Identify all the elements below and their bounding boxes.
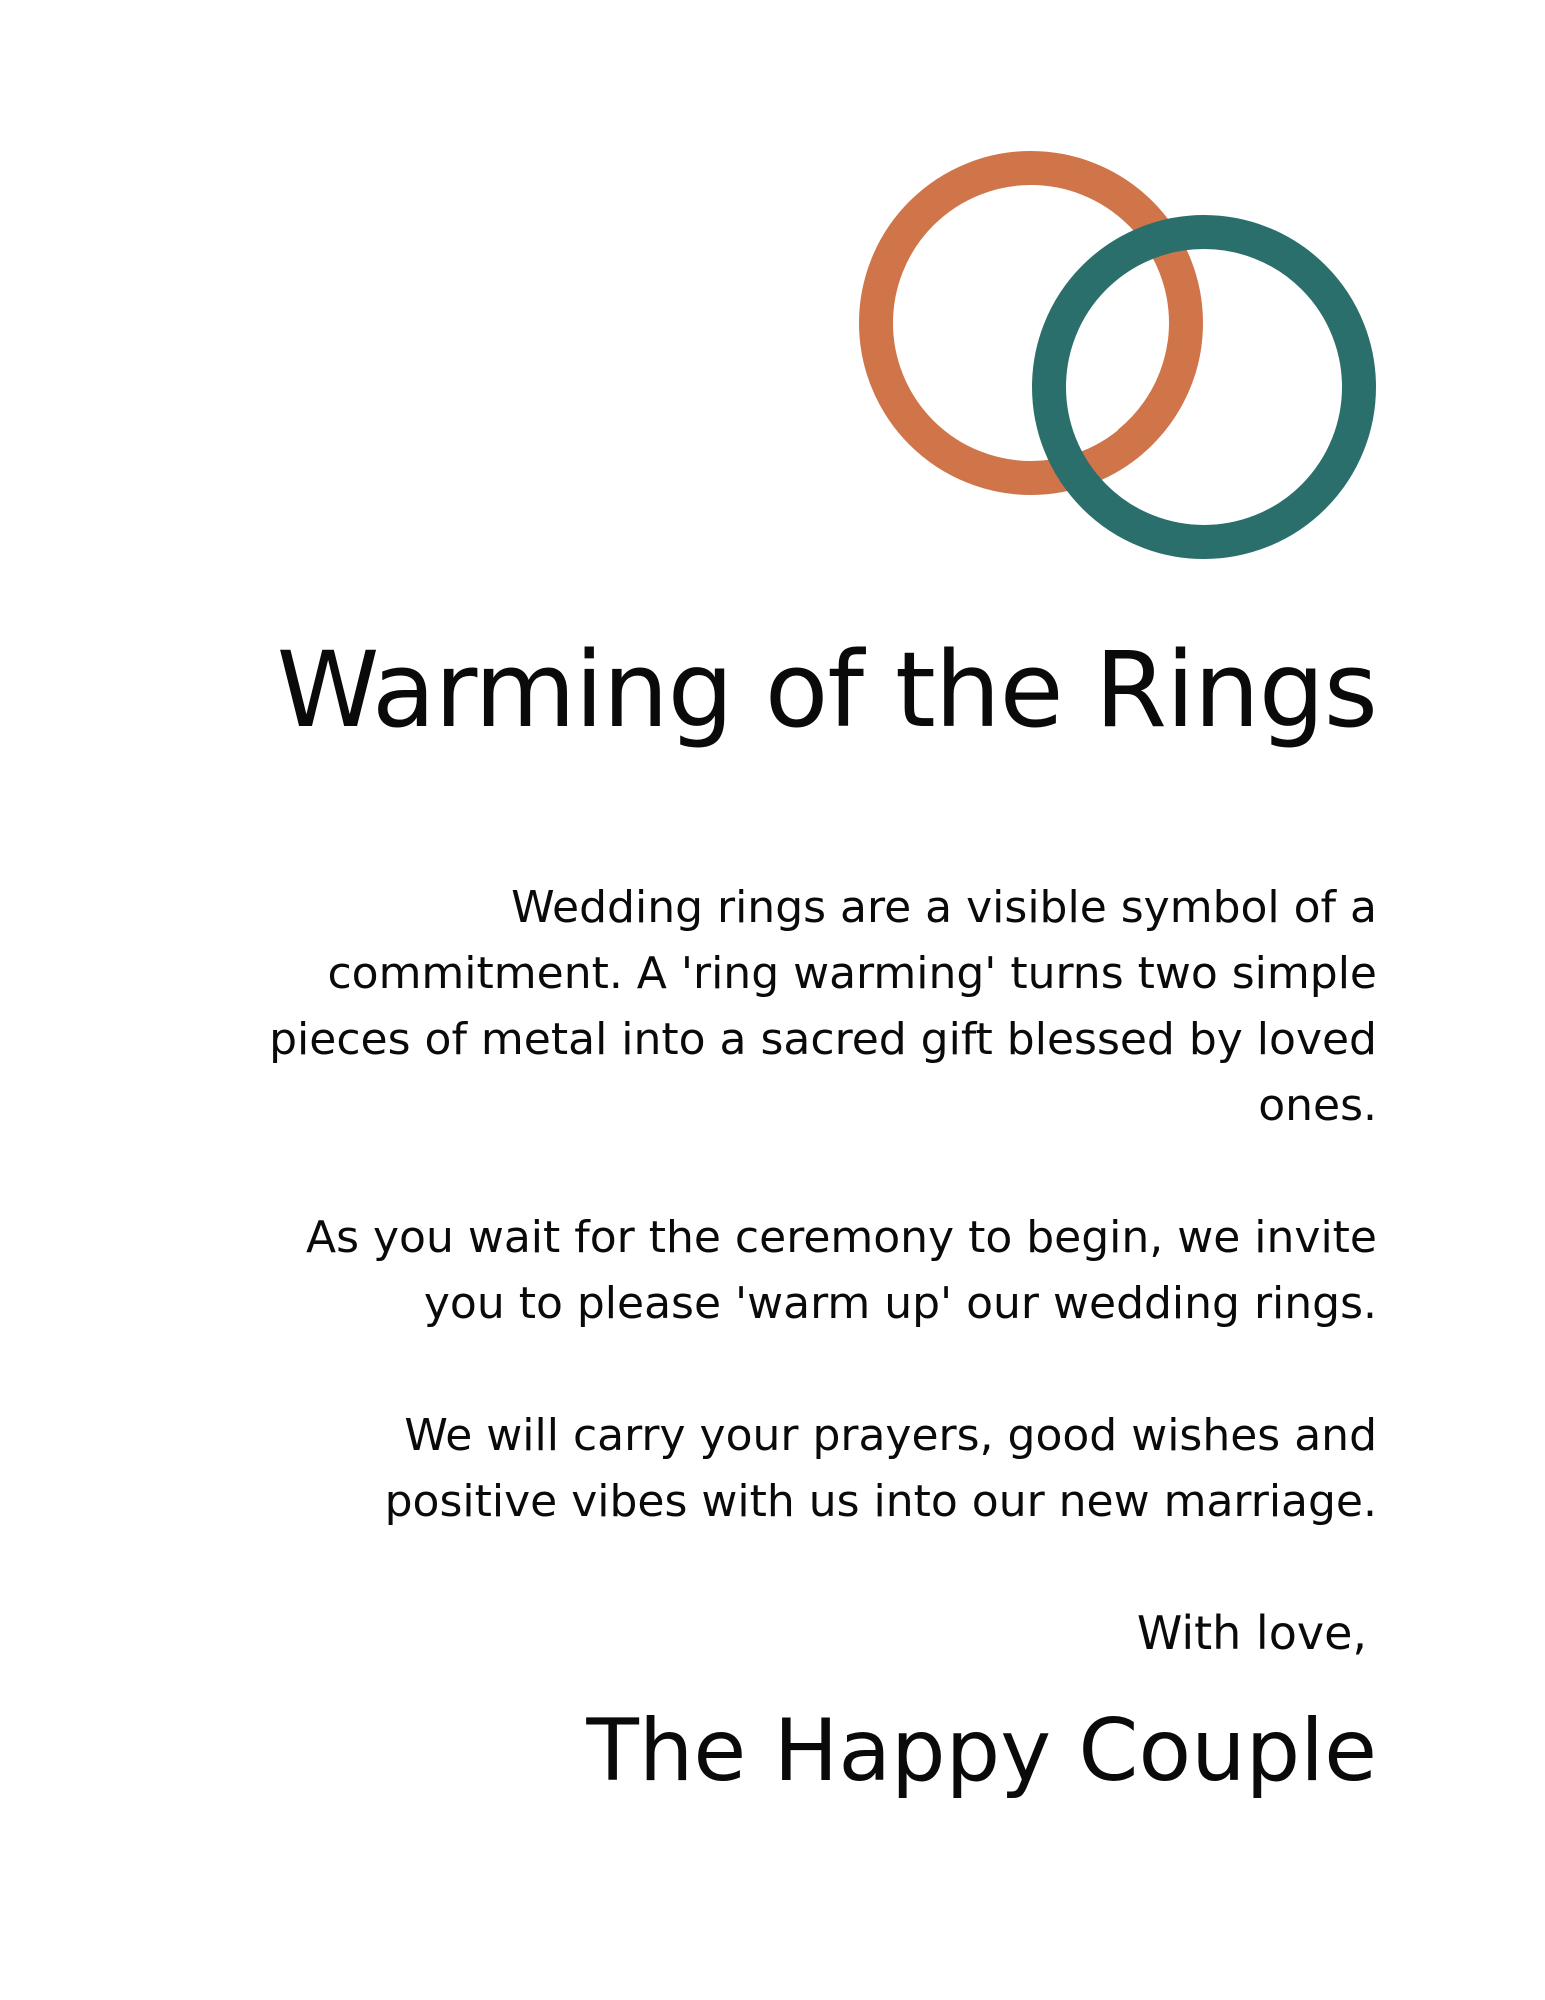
- teal-ring-icon: [1049, 232, 1359, 542]
- paragraph-intro: Wedding rings are a visible symbol of a commitment. A 'ring warming' turns two simple pieces of metal into a sacred gift blessed by loved ones.: [269, 882, 1377, 1131]
- orange-ring-overlap-icon: [1128, 344, 1184, 444]
- interlocked-rings-icon: [850, 150, 1390, 580]
- signature: The Happy Couple: [586, 1701, 1377, 1801]
- paragraph-invitation: As you wait for the ceremony to begin, we invite you to please 'warm up' our wedding rings.: [306, 1212, 1377, 1329]
- paragraph-blessing: We will carry your prayers, good wishes and positive vibes with us into our new marriage.: [384, 1410, 1377, 1527]
- page-title: Warming of the Rings: [276, 629, 1377, 751]
- closing-line: With love,: [1136, 1606, 1367, 1660]
